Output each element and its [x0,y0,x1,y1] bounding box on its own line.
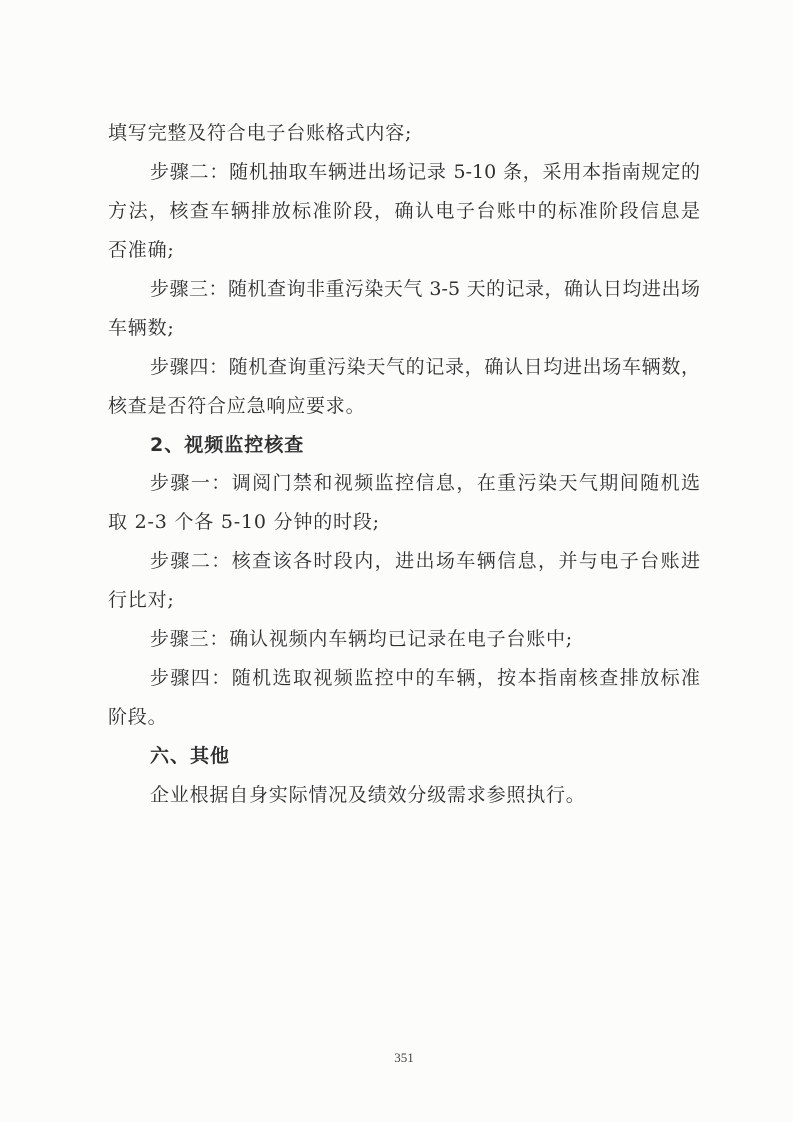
body-line: 行比对; [108,589,175,612]
body-line: 步骤一：调阅门禁和视频监控信息，在重污染天气期间随机选 [150,472,700,495]
body-text [108,114,700,815]
body-line: 步骤四：随机选取视频监控中的车辆，按本指南核查排放标准 [150,667,700,690]
body-line: 步骤三：随机查询非重污染天气 3-5 天的记录，确认日均进出场 [150,277,700,300]
body-line: 否准确; [108,238,175,261]
body-line: 方法，核查车辆排放标准阶段，确认电子台账中的标准阶段信息是 [108,199,700,222]
body-line: 步骤二：核查该各时段内，进出场车辆信息，并与电子台账进 [150,550,700,573]
body-line: 企业根据自身实际情况及绩效分级需求参照执行。 [150,783,586,806]
body-line: 车辆数; [108,316,175,339]
body-line: 步骤三：确认视频内车辆均已记录在电子台账中; [150,628,574,651]
section-heading: 2、视频监控核查 [150,433,305,456]
body-line: 取 2-3 个各 5-10 分钟的时段; [108,511,380,534]
page-number: 351 [394,1050,414,1065]
section-heading: 六、其他 [150,745,231,767]
body-line: 核查是否符合应急响应要求。 [108,394,366,417]
body-line: 阶段。 [108,706,168,729]
body-line: 填写完整及符合电子台账格式内容; [108,122,413,144]
body-line: 步骤四：随机查询重污染天气的记录，确认日均进出场车辆数， [150,355,700,378]
body-line: 步骤二：随机抽取车辆进出场记录 5-10 条，采用本指南规定的 [150,160,700,183]
